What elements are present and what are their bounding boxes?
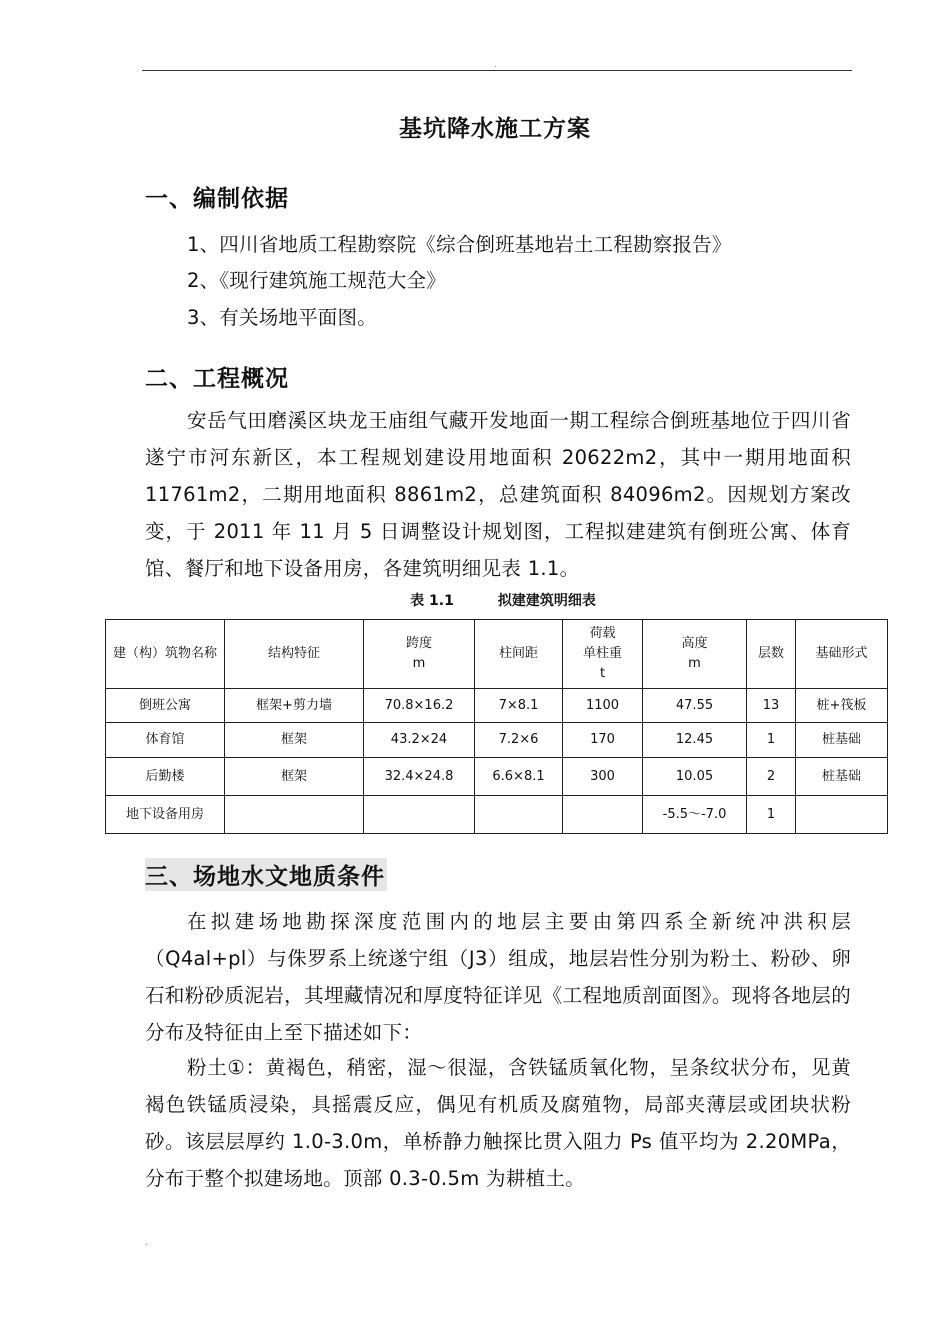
table-cell: 12.45	[643, 723, 747, 758]
table-cell: 10.05	[643, 758, 747, 796]
table-cell: 1	[747, 796, 796, 834]
table-cell	[475, 796, 563, 834]
building-spec-table	[105, 619, 888, 834]
table-caption-number: 表 1.1	[410, 593, 454, 609]
table-cell: 70.8×16.2	[364, 689, 475, 723]
table-row	[106, 723, 888, 758]
table-cell: 1100	[563, 689, 643, 723]
table-cell: 13	[747, 689, 796, 723]
table-row	[106, 796, 888, 834]
table-cell: -5.5～-7.0	[643, 796, 747, 834]
table-cell	[563, 796, 643, 834]
table-header-cell: 柱间距	[475, 620, 563, 689]
table-cell: 7×8.1	[475, 689, 563, 723]
table-cell: 43.2×24	[364, 723, 475, 758]
table-cell: 体育馆	[106, 723, 225, 758]
footer-mark: .	[145, 1238, 148, 1247]
table-cell: 框架+剪力墙	[225, 689, 364, 723]
table-cell: 7.2×6	[475, 723, 563, 758]
project-overview-paragraph: 安岳气田磨溪区块龙王庙组气藏开发地面一期工程综合倒班基地位于四川省遂宁市河东新区，本工程规划建设用地面积 20622m2，其中一期用地面积 11761m2，二期用地面积 8861m2，总建筑面积 84096m2。因规划方案改变，于 2011 年 11 月 5 日调整设计规划图，工程拟建建筑有倒班公寓、体育馆、餐厅和地下设备用房，各建筑明细见表 1.1。	[145, 409, 851, 580]
table-caption-title: 拟建建筑明细表	[497, 593, 596, 609]
section1-heading: 一、编制依据	[145, 186, 289, 212]
table-row	[106, 689, 888, 723]
table-caption	[0, 590, 950, 610]
reference-item-1: 1、四川省地质工程勘察院《综合倒班基地岩土工程勘察报告》	[187, 233, 732, 256]
table-cell: 地下设备用房	[106, 796, 225, 834]
table-header-cell: 跨度 m	[364, 620, 475, 689]
table-cell: 倒班公寓	[106, 689, 225, 723]
table-header-cell: 层数	[747, 620, 796, 689]
table-header-cell: 基础形式	[796, 620, 888, 689]
reference-item-2: 2、《现行建筑施工规范大全》	[187, 269, 446, 292]
reference-item-3: 3、有关场地平面图。	[187, 306, 377, 329]
table-cell: 桩基础	[796, 758, 888, 796]
table-cell	[796, 796, 888, 834]
table-header-cell: 结构特征	[225, 620, 364, 689]
section2-heading: 二、工程概况	[145, 366, 289, 392]
table-cell: 桩+筏板	[796, 689, 888, 723]
header-rule	[142, 70, 852, 71]
table-cell	[364, 796, 475, 834]
table-cell: 1	[747, 723, 796, 758]
table-header-cell: 荷载 单柱重 t	[563, 620, 643, 689]
table-header-row	[106, 620, 888, 689]
table-cell: 框架	[225, 723, 364, 758]
header-mark: .	[494, 60, 497, 69]
table-cell: 桩基础	[796, 723, 888, 758]
table-cell: 300	[563, 758, 643, 796]
section3-heading: 三、场地水文地质条件	[145, 858, 387, 891]
table-cell: 6.6×8.1	[475, 758, 563, 796]
table-cell: 后勤楼	[106, 758, 225, 796]
table-cell: 170	[563, 723, 643, 758]
silt-layer-paragraph: 粉土①：黄褐色，稍密，湿～很湿，含铁锰质氧化物，呈条纹状分布，见黄褐色铁锰质浸染，具摇震反应，偶见有机质及腐殖物，局部夹薄层或团块状粉砂。该层层厚约 1.0-3.0m，单桥静力触探比贯入阻力 Ps 值平均为 2.20MPa，分布于整个拟建场地。顶部 0.3-0.5m 为耕植土。	[145, 1056, 851, 1190]
document-title: 基坑降水施工方案	[399, 116, 591, 142]
table-cell	[225, 796, 364, 834]
table-cell: 2	[747, 758, 796, 796]
table-header-cell: 高度 m	[643, 620, 747, 689]
table-cell: 47.55	[643, 689, 747, 723]
table-row	[106, 758, 888, 796]
table-cell: 框架	[225, 758, 364, 796]
table-header-cell: 建（构）筑物名称	[106, 620, 225, 689]
table-cell: 32.4×24.8	[364, 758, 475, 796]
hydrogeology-paragraph: 在拟建场地勘探深度范围内的地层主要由第四系全新统冲洪积层（Q4al+pl）与侏罗系上统遂宁组（J3）组成，地层岩性分别为粉土、粉砂、卵石和粉砂质泥岩，其埋藏情况和厚度特征详见《工程地质剖面图》。现将各地层的分布及特征由上至下描述如下：	[145, 910, 851, 1044]
